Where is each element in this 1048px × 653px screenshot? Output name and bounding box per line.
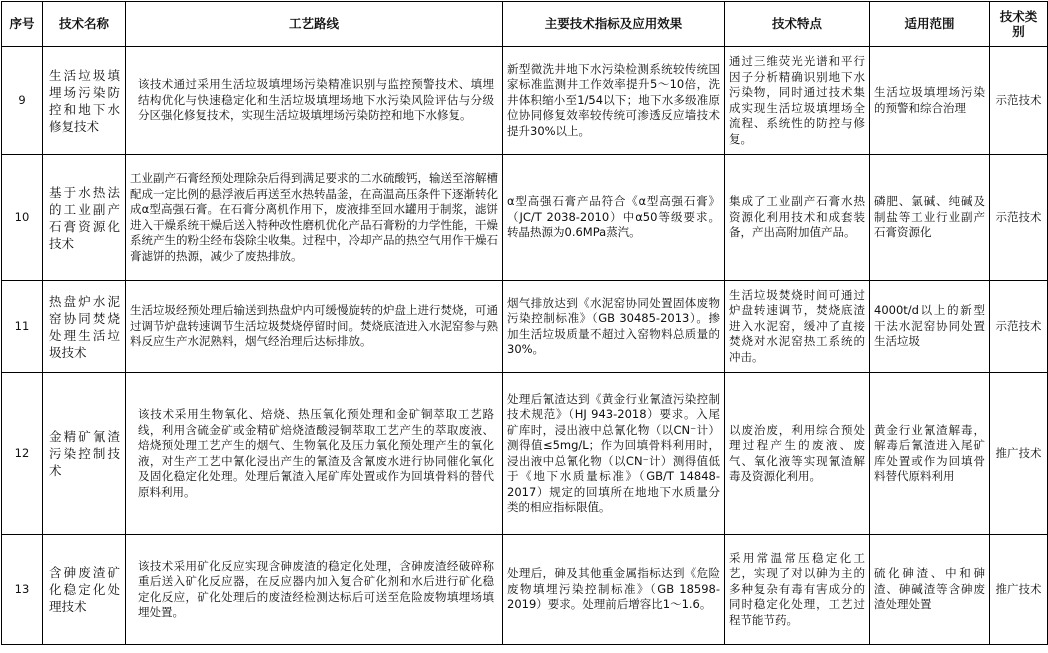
row-scope: 4000t/d以上的新型干法水泥窑协同处置生活垃圾 bbox=[870, 281, 990, 373]
row-category: 示范技术 bbox=[990, 281, 1048, 373]
row-scope: 黄金行业氰渣解毒，解毒后氰渣进入尾矿库处置或作为回填骨料替代原料利用 bbox=[870, 373, 990, 535]
row-index: 11 bbox=[2, 281, 43, 373]
row-scope: 硫化砷渣、中和砷渣、砷碱渣等含砷废渣处理处置 bbox=[870, 535, 990, 645]
row-metrics: α型高强石膏产品符合《α型高强石膏》（JC/T 2038-2010）中α50等级要求。转晶热源为0.6MPa蒸汽。 bbox=[503, 155, 725, 281]
table-row bbox=[2, 281, 1048, 373]
row-name: 热盘炉水泥窑协同焚烧处理生活垃圾技术 bbox=[43, 281, 126, 373]
row-features: 集成了工业副产石膏水热资源化利用技术和成套装备，产出高附加值产品。 bbox=[725, 155, 870, 281]
table-row bbox=[2, 535, 1048, 645]
row-name: 金精矿氰渣污染控制技术 bbox=[43, 373, 126, 535]
header-row bbox=[2, 2, 1048, 47]
row-metrics: 处理后，砷及其他重金属指标达到《危险废物填埋污染控制标准》（GB 18598-2019）要求。处理前后增容比1～1.6。 bbox=[503, 535, 725, 645]
header-features: 技术特点 bbox=[725, 2, 870, 47]
header-name: 技术名称 bbox=[43, 2, 126, 47]
table-row bbox=[2, 373, 1048, 535]
row-features: 以废治废，利用综合预处理过程产生的废液、废气、氧化液等实现氰渣解毒及资源化利用。 bbox=[725, 373, 870, 535]
row-features: 采用常温常压稳定化工艺，实现了对以砷为主的多种复杂有毒有害成分的同时稳定化处理，工艺过程节能节药。 bbox=[725, 535, 870, 645]
row-route: 生活垃圾经预处理后输送到热盘炉内可缓慢旋转的炉盘上进行焚烧，可通过调节炉盘转速调节生活垃圾焚烧停留时间。焚烧底渣进入水泥窑参与熟料反应生产水泥熟料，烟气经治理后达标排放。 bbox=[126, 281, 503, 373]
row-category: 推广技术 bbox=[990, 535, 1048, 645]
row-metrics: 处理后氰渣达到《黄金行业氰渣污染控制技术规范》（HJ 943-2018）要求。入尾矿库时，浸出液中总氰化物（以CN⁻计）测得值≤5mg/L；作为回填骨料利用时，浸出液中总氰化物（以CN⁻计）测得值低于《地下水质量标准》（GB/T 14848-2017）规定的回填所在地地下水质量分类的相应指标限值。 bbox=[503, 373, 725, 535]
row-index: 10 bbox=[2, 155, 43, 281]
header-route: 工艺路线 bbox=[126, 2, 503, 47]
header-scope: 适用范围 bbox=[870, 2, 990, 47]
row-route: 该技术通过采用生活垃圾填埋场污染精准识别与监控预警技术、填埋结构优化与快速稳定化和生活垃圾填埋场地下水污染风险评估与分级分区强化修复技术，实现生活垃圾填埋场污染防控和地下水修复。 bbox=[126, 47, 503, 155]
row-route: 工业副产石膏经预处理除杂后得到满足要求的二水硫酸钙，输送至溶解槽配成一定比例的悬浮液后再送至水热转晶釜，在高温高压条件下逐渐转化成α型高强石膏。在石膏分离机作用下，废液排至回水罐用于制浆，滤饼进入干燥系统干燥后送入特种改性磨机优化产品石膏粉的力学性能，干燥系统产生的粉尘经布袋除尘收集。过程中，冷却产品的热空气用作干燥石膏滤饼的热源，减少了废热排放。 bbox=[126, 155, 503, 281]
row-name: 生活垃圾填埋场污染防控和地下水修复技术 bbox=[43, 47, 126, 155]
technology-table bbox=[1, 1, 1048, 645]
row-name: 基于水热法的工业副产石膏资源化技术 bbox=[43, 155, 126, 281]
row-features: 通过三维荧光光谱和平行因子分析精确识别地下水污染物，同时通过技术集成实现生活垃圾填埋场全流程、系统性的防控与修复。 bbox=[725, 47, 870, 155]
header-category: 技术类别 bbox=[990, 2, 1048, 47]
row-category: 示范技术 bbox=[990, 155, 1048, 281]
table-row bbox=[2, 155, 1048, 281]
row-index: 12 bbox=[2, 373, 43, 535]
header-index: 序号 bbox=[2, 2, 43, 47]
row-category: 示范技术 bbox=[990, 47, 1048, 155]
row-scope: 生活垃圾填埋场污染的预警和综合治理 bbox=[870, 47, 990, 155]
row-category: 推广技术 bbox=[990, 373, 1048, 535]
row-metrics: 烟气排放达到《水泥窑协同处置固体废物污染控制标准》（GB 30485-2013）。掺加生活垃圾质量不超过入窑物料总质量的30%。 bbox=[503, 281, 725, 373]
table-row bbox=[2, 47, 1048, 155]
row-features: 生活垃圾焚烧时间可通过炉盘转速调节，焚烧底渣进入水泥窑，缓冲了直接焚烧对水泥窑热工系统的冲击。 bbox=[725, 281, 870, 373]
row-index: 9 bbox=[2, 47, 43, 155]
row-index: 13 bbox=[2, 535, 43, 645]
row-metrics: 新型微洗井地下水污染检测系统较传统国家标准监测井工作效率提升5～10倍，洗井体积缩小至1/54以下；地下水多级准原位协同修复效率较传统可渗透反应墙技术提升30%以上。 bbox=[503, 47, 725, 155]
row-scope: 磷肥、氯碱、纯碱及制盐等工业行业副产石膏资源化 bbox=[870, 155, 990, 281]
row-route: 该技术采用矿化反应实现含砷废渣的稳定化处理，含砷废渣经破碎称重后送入矿化反应器，在反应器内加入复合矿化剂和水后进行矿化稳定化反应，矿化处理后的废渣经检测达标后可送至危险废物填埋场填埋处置。 bbox=[126, 535, 503, 645]
row-name: 含砷废渣矿化稳定化处理技术 bbox=[43, 535, 126, 645]
header-metrics: 主要技术指标及应用效果 bbox=[503, 2, 725, 47]
row-route: 该技术采用生物氧化、焙烧、热压氧化预处理和金矿铜萃取工艺路线，利用含硫金矿或金精矿焙烧渣酸浸铜萃取工艺产生的萃取废液、焙烧预处理工艺产生的烟气、生物氧化及压力氧化预处理产生的氧化液，对生产工艺中氰化浸出产生的氰渣及含氰废水进行协同催化氧化及固化稳定化处理。处理后氰渣入尾矿库处置或作为回填骨料的替代原料利用。 bbox=[126, 373, 503, 535]
